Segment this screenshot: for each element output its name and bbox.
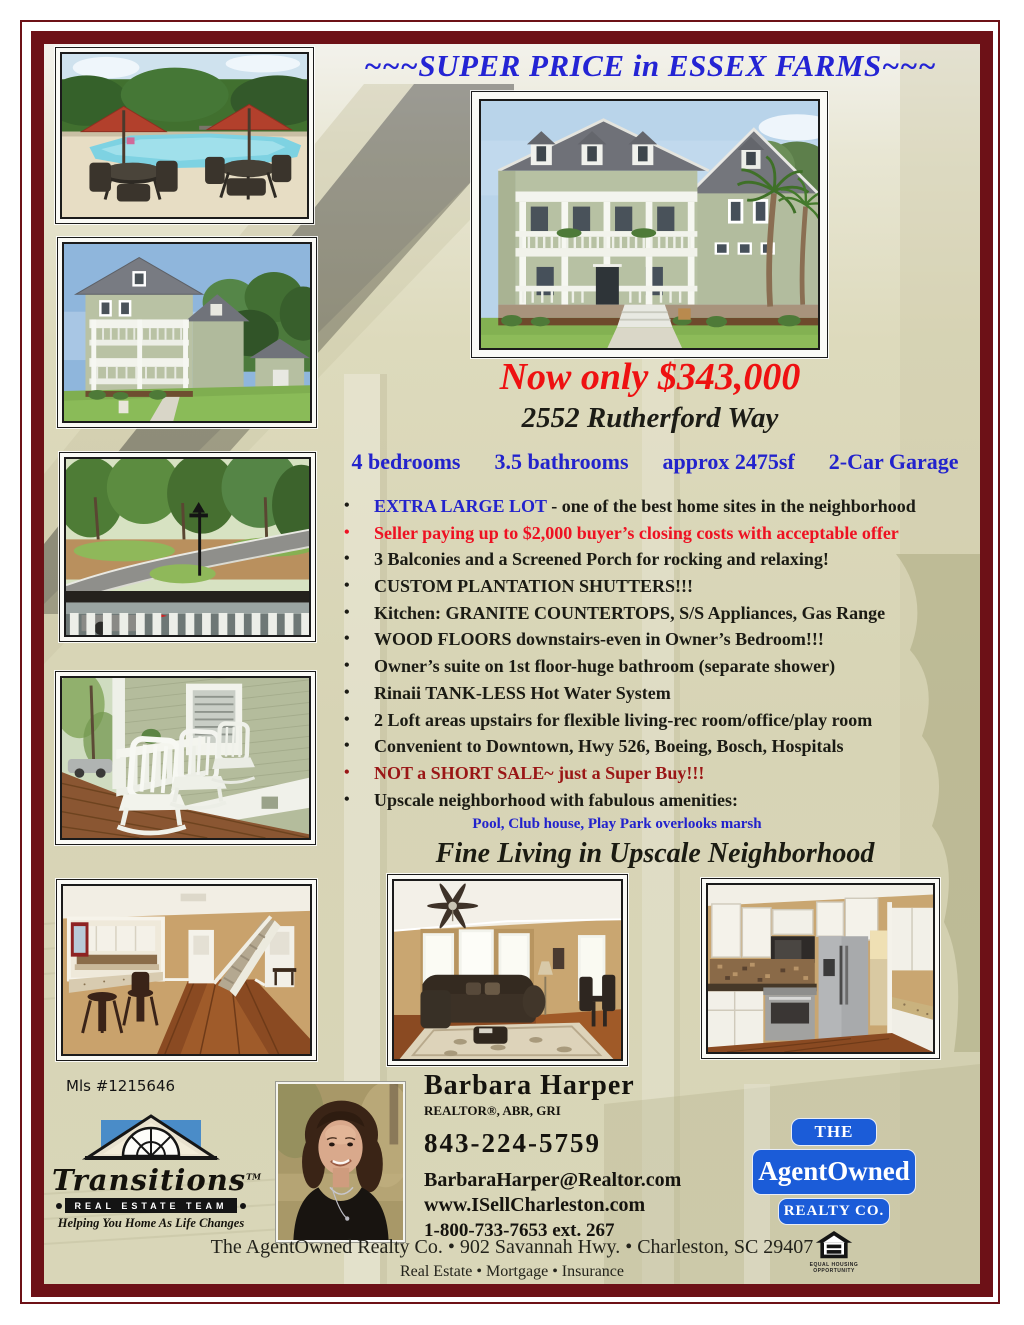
- agent-phone: 843-224-5759: [424, 1128, 601, 1158]
- photo-interior-living-room: [387, 874, 628, 1066]
- bullet-icon: •: [344, 763, 350, 781]
- photo-street-view: [59, 452, 316, 642]
- feature-item: • CUSTOM PLANTATION SHUTTERS!!!: [341, 575, 983, 602]
- section-heading: Fine Living in Upscale Neighborhood: [435, 838, 875, 869]
- agent-name: Barbara Harper: [424, 1070, 635, 1101]
- agent-portrait-photo: [275, 1081, 406, 1243]
- spec-garage: 2-Car Garage: [828, 449, 959, 474]
- bullet-icon: •: [344, 630, 350, 648]
- agent-tollfree: 1-800-733-7653 ext. 267: [424, 1220, 615, 1241]
- transitions-house-icon: [76, 1110, 226, 1166]
- photo-house-exterior-side: [57, 237, 317, 428]
- feature-item: • Upscale neighborhood with fabulous amenities:: [341, 789, 983, 816]
- address-text: 2552 Rutherford Way: [521, 402, 779, 434]
- feature-item: • 3 Balconies and a Screened Porch for rocking and relaxing!: [341, 548, 983, 575]
- bullet-icon: •: [344, 603, 350, 621]
- team-name: Transitions™: [52, 1163, 261, 1197]
- agent-contact-block: [424, 1070, 764, 1242]
- bullet-icon: •: [344, 683, 350, 701]
- agentowned-logo-realty: REALTY CO.: [778, 1198, 890, 1225]
- agent-email: BarbaraHarper@Realtor.com: [424, 1169, 682, 1191]
- amenities-note: Pool, Club house, Play Park overlooks marsh: [472, 816, 762, 833]
- feature-item: • 2 Loft areas upstairs for flexible living-rec room/office/play room: [341, 709, 983, 736]
- bullet-icon: •: [344, 790, 350, 808]
- mls-number: Mls #1215646: [66, 1077, 176, 1095]
- feature-item: • Rinaii TANK-LESS Hot Water System: [341, 682, 983, 709]
- feature-item: • NOT a SHORT SALE~ just a Super Buy!!!: [341, 762, 983, 789]
- feature-item: • EXTRA LARGE LOT - one of the best home sites in the neighborhood: [341, 495, 983, 522]
- feature-item: • Kitchen: GRANITE COUNTERTOPS, S/S Appliances, Gas Range: [341, 602, 983, 629]
- bullet-icon: •: [344, 710, 350, 728]
- bullet-icon: •: [344, 497, 350, 514]
- agent-website: www.ISellCharleston.com: [424, 1194, 646, 1216]
- feature-item: • Owner’s suite on 1st floor-huge bathroom (separate shower): [341, 655, 983, 682]
- bullet-icon: •: [344, 523, 350, 541]
- photo-community-pool: [55, 47, 314, 224]
- equal-housing-caption: EQUAL HOUSING OPPORTUNITY: [809, 1262, 859, 1274]
- spec-bedrooms: 4 bedrooms: [351, 449, 461, 474]
- trademark-symbol: TM: [246, 1171, 261, 1182]
- transitions-team-logo: [52, 1110, 261, 1231]
- spec-sqft: approx 2475sf: [662, 449, 795, 474]
- agent-credentials: REALTOR®, ABR, GRI: [424, 1103, 561, 1118]
- footer-address-line: The AgentOwned Realty Co. • 902 Savannah Hwy. • Charleston, SC 29407: [210, 1236, 814, 1258]
- bullet-icon: •: [344, 737, 350, 755]
- feature-list: [341, 495, 983, 833]
- photo-interior-breakfast-bar: [56, 879, 317, 1061]
- team-tagline: Helping You Home As Life Changes: [57, 1216, 245, 1230]
- feature-item: • Seller paying up to $2,000 buyer’s closing costs with acceptable offer: [341, 522, 983, 549]
- flyer-title: ~~~SUPER PRICE in ESSEX FARMS~~~: [363, 48, 937, 83]
- feature-item: • WOOD FLOORS downstairs-even in Owner’s Bedroom!!!: [341, 628, 983, 655]
- specs-line: [330, 449, 980, 475]
- photo-interior-kitchen: [701, 878, 940, 1059]
- feature-item: • Convenient to Downtown, Hwy 526, Boeing, Bosch, Hospitals: [341, 735, 983, 762]
- agentowned-logo-name: AgentOwned: [752, 1149, 916, 1195]
- team-banner: REAL ESTATE TEAM: [65, 1198, 237, 1213]
- agentowned-logo-the: THE: [791, 1118, 877, 1146]
- bullet-icon: •: [344, 657, 350, 675]
- photo-porch-rocking-chairs: [55, 671, 316, 845]
- footer-services-line: Real Estate • Mortgage • Insurance: [399, 1263, 624, 1280]
- bullet-icon: •: [344, 550, 350, 568]
- photo-main-house: [471, 91, 828, 358]
- spec-bathrooms: 3.5 bathrooms: [494, 449, 629, 474]
- bullet-icon: •: [344, 577, 350, 595]
- price-text: Now only $343,000: [499, 356, 801, 398]
